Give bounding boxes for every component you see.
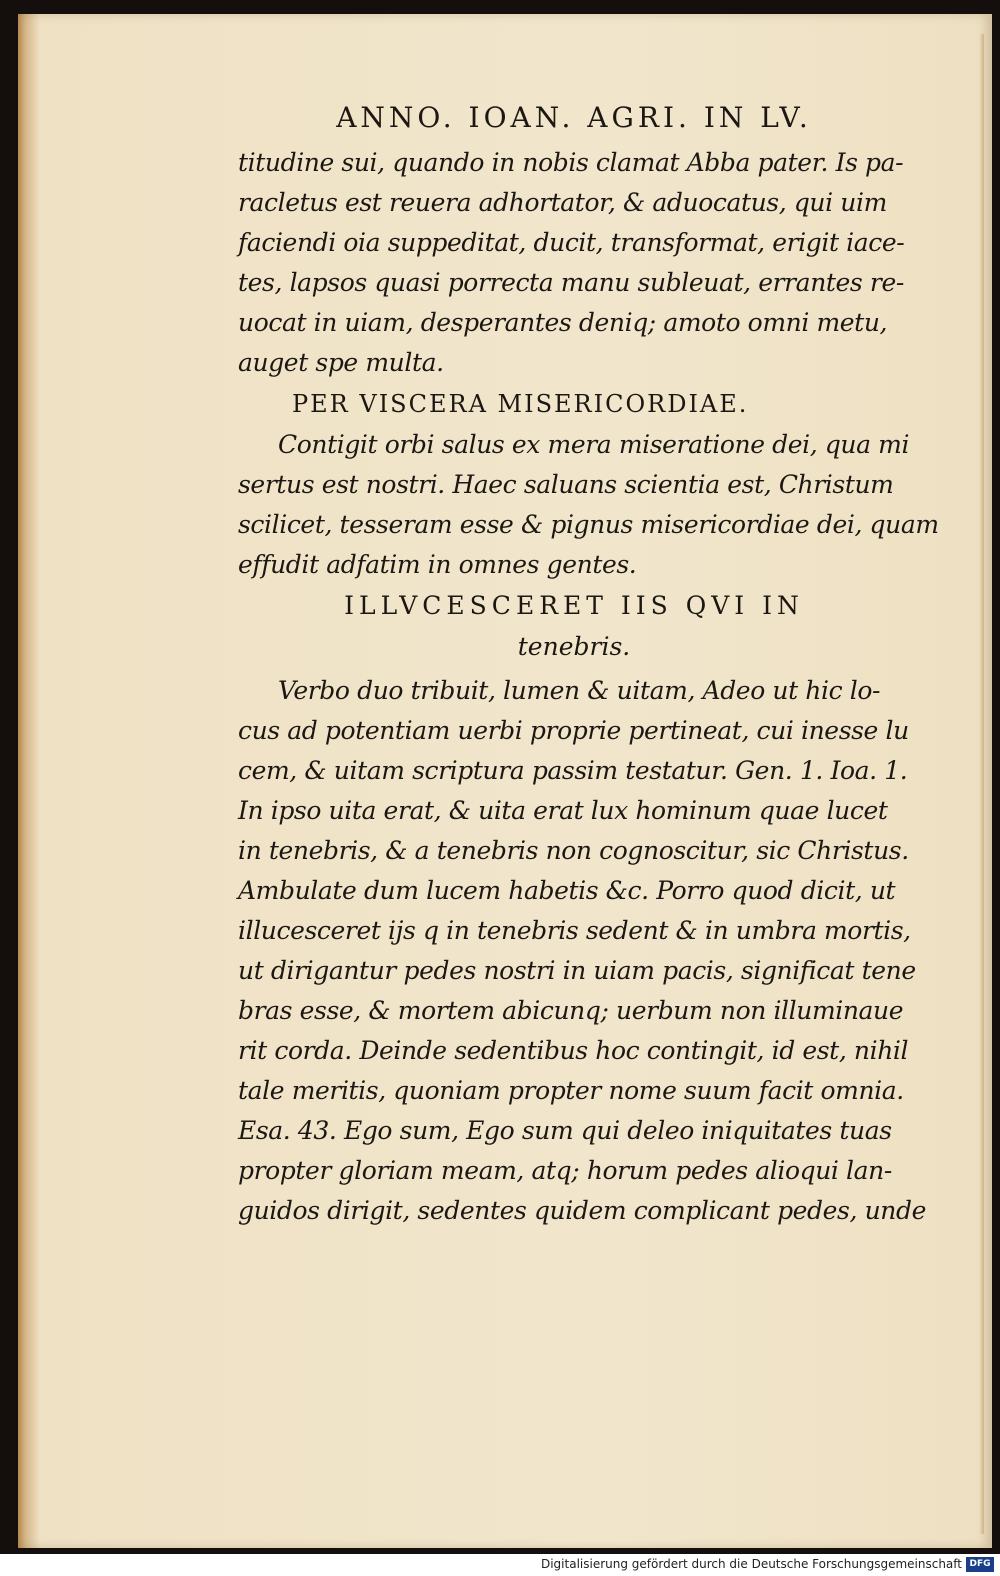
text-line: tale meritis, quoniam propter nome suum facit omnia. xyxy=(238,1076,904,1105)
footer-strip xyxy=(0,1554,1000,1576)
text-line: uocat in uiam, desperantes deniq; amoto omni metu, xyxy=(238,308,888,337)
paragraph-2 xyxy=(238,425,939,585)
text-line: Ambulate dum lucem habetis &c. Porro quod dicit, ut xyxy=(238,876,896,905)
text-line: scilicet, tesseram esse & pignus misericordiae dei, quam xyxy=(238,510,939,539)
text-line: Esa. 43. Ego sum, Ego sum qui deleo iniquitates tuas xyxy=(238,1116,892,1145)
section-heading: ILLVCESCERET IIS QVI IN xyxy=(344,591,804,620)
funding-notice: Digitalisierung gefördert durch die Deutsche Forschungsgemeinschaft xyxy=(540,1557,962,1571)
text-line: cem, & uitam scriptura passim testatur. Gen. 1. Ioa. 1. xyxy=(238,756,908,785)
text-line: propter gloriam meam, atq; horum pedes alioqui lan- xyxy=(238,1156,892,1185)
text-line: ut dirigantur pedes nostri in uiam pacis, significat tene xyxy=(238,956,916,985)
text-line: rit corda. Deinde sedentibus hoc contingit, id est, nihil xyxy=(238,1036,909,1065)
text-line: tes, lapsos quasi porrecta manu subleuat, errantes re- xyxy=(238,268,904,297)
page-edge xyxy=(980,34,984,1534)
running-head: ANNO. IOAN. AGRI. IN LV. xyxy=(336,101,812,134)
section-heading: PER VISCERA MISERICORDIAE. xyxy=(292,390,749,418)
text-line: in tenebris, & a tenebris non cognoscitur, sic Christus. xyxy=(238,836,909,865)
text-line: illucesceret ijs q in tenebris sedent & in umbra mortis, xyxy=(238,916,911,945)
text-line: titudine sui, quando in nobis clamat Abba pater. Is pa- xyxy=(238,148,904,177)
text-line: effudit adfatim in omnes gentes. xyxy=(238,550,637,579)
text-line: bras esse, & mortem abicunq; uerbum non illuminaue xyxy=(238,996,904,1025)
text-line: Verbo duo tribuit, lumen & uitam, Adeo ut hic lo- xyxy=(278,676,881,705)
text-line: faciendi oia suppeditat, ducit, transformat, erigit iace- xyxy=(238,228,905,257)
text-line: sertus est nostri. Haec saluans scientia est, Christum xyxy=(238,470,894,499)
text-line: Contigit orbi salus ex mera miseratione dei, qua mi xyxy=(278,430,910,459)
text-line: auget spe multa. xyxy=(238,348,444,377)
text-line: In ipso uita erat, & uita erat lux hominum quae lucet xyxy=(238,796,888,825)
paragraph-3 xyxy=(238,671,926,1231)
text-line: cus ad potentiam uerbi proprie pertineat, cui inesse lu xyxy=(238,716,909,745)
text-line: racletus est reuera adhortator, & aduocatus, qui uim xyxy=(238,188,887,217)
section-subheading: tenebris. xyxy=(517,632,631,661)
text-line: guidos dirigit, sedentes quidem complicant pedes, unde xyxy=(238,1196,926,1225)
dfg-logo-icon: DFG xyxy=(966,1557,994,1572)
paragraph-1 xyxy=(238,143,910,383)
text-block xyxy=(238,95,939,1231)
